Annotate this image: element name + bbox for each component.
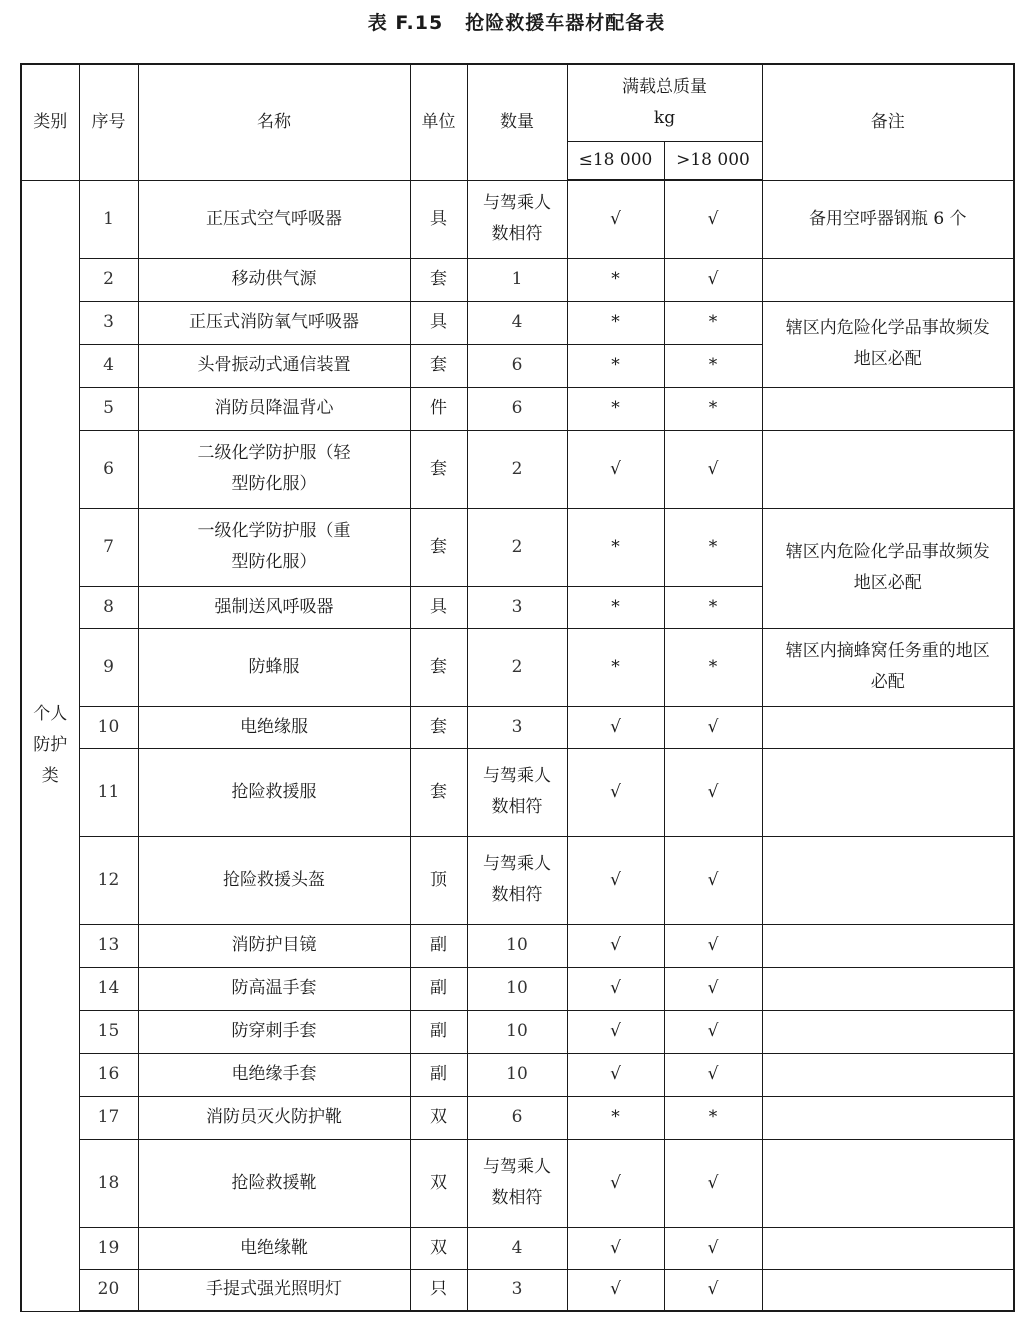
row-note <box>762 967 1014 1010</box>
row-note <box>762 1010 1014 1053</box>
row-le: √ <box>567 1269 664 1311</box>
row-le: * <box>567 344 664 387</box>
row-note <box>762 748 1014 836</box>
row-qty: 10 <box>467 967 567 1010</box>
row-name: 正压式消防氧气呼吸器 <box>138 301 410 344</box>
row-name: 手提式强光照明灯 <box>138 1269 410 1311</box>
row-seq: 16 <box>79 1053 138 1096</box>
row-le: √ <box>567 430 664 508</box>
row-qty: 10 <box>467 1010 567 1053</box>
row-note <box>762 1053 1014 1096</box>
table-row <box>21 924 1014 967</box>
row-name: 移动供气源 <box>138 258 410 301</box>
row-name <box>138 508 410 586</box>
row-qty <box>467 836 567 924</box>
row-gt: √ <box>664 1227 762 1269</box>
row-unit: 副 <box>410 967 467 1010</box>
row-name: 正压式空气呼吸器 <box>138 180 410 258</box>
table-title <box>0 8 1033 35</box>
row-name: 电绝缘手套 <box>138 1053 410 1096</box>
row-qty: 10 <box>467 1053 567 1096</box>
header-load-le: ≤18 000 <box>567 141 664 180</box>
table-row <box>21 508 1014 586</box>
row-name: 电绝缘服 <box>138 706 410 748</box>
row-note <box>762 1227 1014 1269</box>
row-seq: 12 <box>79 836 138 924</box>
table-header <box>21 64 1014 180</box>
row-seq: 3 <box>79 301 138 344</box>
row-gt: √ <box>664 924 762 967</box>
row-gt: √ <box>664 1053 762 1096</box>
row-note-text: 辖区内摘蜂窝任务重的地区必配 <box>785 641 990 692</box>
row-note <box>762 387 1014 430</box>
row-note <box>762 836 1014 924</box>
header-qty: 数量 <box>467 64 567 180</box>
row-qty <box>467 748 567 836</box>
row-note <box>762 628 1014 706</box>
row-name: 抢险救援服 <box>138 748 410 836</box>
row-seq: 19 <box>79 1227 138 1269</box>
row-le: * <box>567 586 664 628</box>
row-gt: √ <box>664 967 762 1010</box>
row-seq: 18 <box>79 1139 138 1227</box>
row-gt: * <box>664 628 762 706</box>
equipment-table <box>20 63 1015 1312</box>
row-unit: 具 <box>410 586 467 628</box>
row-seq: 5 <box>79 387 138 430</box>
row-le: √ <box>567 180 664 258</box>
row-seq: 15 <box>79 1010 138 1053</box>
row-seq: 4 <box>79 344 138 387</box>
row-qty: 2 <box>467 628 567 706</box>
row-note <box>762 258 1014 301</box>
table-row <box>21 258 1014 301</box>
row-le: * <box>567 258 664 301</box>
row-qty <box>467 1139 567 1227</box>
row-name: 防穿刺手套 <box>138 1010 410 1053</box>
row-name: 强制送风呼吸器 <box>138 586 410 628</box>
table-row <box>21 1096 1014 1139</box>
row-qty: 10 <box>467 924 567 967</box>
row-unit: 顶 <box>410 836 467 924</box>
row-note <box>762 706 1014 748</box>
row-note <box>762 1139 1014 1227</box>
row-gt: √ <box>664 258 762 301</box>
row-le: * <box>567 628 664 706</box>
row-note <box>762 1269 1014 1311</box>
row-note <box>762 924 1014 967</box>
row-gt: * <box>664 301 762 344</box>
row-unit: 套 <box>410 344 467 387</box>
row-gt: * <box>664 387 762 430</box>
row-note <box>762 1096 1014 1139</box>
row-qty-text: 与驾乘人数相符 <box>483 766 551 817</box>
row-unit: 件 <box>410 387 467 430</box>
row-note <box>762 301 1014 387</box>
row-name-text: 二级化学防护服（轻型防化服） <box>197 443 351 494</box>
row-unit: 套 <box>410 508 467 586</box>
row-name: 消防护目镜 <box>138 924 410 967</box>
row-unit: 具 <box>410 180 467 258</box>
header-note: 备注 <box>762 64 1014 180</box>
row-le: * <box>567 508 664 586</box>
row-seq: 7 <box>79 508 138 586</box>
row-note: 备用空呼器钢瓶 6 个 <box>762 180 1014 258</box>
row-unit: 套 <box>410 430 467 508</box>
row-gt: √ <box>664 1269 762 1311</box>
table-row <box>21 180 1014 258</box>
row-note-text: 辖区内危险化学品事故频发地区必配 <box>785 318 990 369</box>
row-seq: 2 <box>79 258 138 301</box>
row-qty: 3 <box>467 586 567 628</box>
row-le: √ <box>567 706 664 748</box>
row-le: √ <box>567 1053 664 1096</box>
row-note <box>762 430 1014 508</box>
table-row <box>21 1227 1014 1269</box>
header-load-gt: >18 000 <box>664 141 762 180</box>
row-unit: 具 <box>410 301 467 344</box>
row-qty: 2 <box>467 508 567 586</box>
row-seq: 14 <box>79 967 138 1010</box>
row-gt: √ <box>664 1010 762 1053</box>
row-gt: √ <box>664 1139 762 1227</box>
header-category: 类别 <box>21 64 79 180</box>
row-name: 电绝缘靴 <box>138 1227 410 1269</box>
row-unit: 套 <box>410 748 467 836</box>
row-qty: 4 <box>467 1227 567 1269</box>
category-label: 个人防护类 <box>33 704 68 786</box>
header-name: 名称 <box>138 64 410 180</box>
table-row <box>21 1269 1014 1311</box>
row-name <box>138 430 410 508</box>
row-gt: * <box>664 508 762 586</box>
category-cell <box>21 180 79 1311</box>
row-qty-text: 与驾乘人数相符 <box>483 193 551 244</box>
row-note-text: 辖区内危险化学品事故频发地区必配 <box>785 542 990 593</box>
table-row <box>21 1139 1014 1227</box>
row-name: 消防员灭火防护靴 <box>138 1096 410 1139</box>
row-name-text: 一级化学防护服（重型防化服） <box>197 521 351 572</box>
row-unit: 套 <box>410 628 467 706</box>
row-unit: 副 <box>410 1010 467 1053</box>
row-qty: 6 <box>467 387 567 430</box>
row-seq: 6 <box>79 430 138 508</box>
row-qty: 6 <box>467 1096 567 1139</box>
row-qty-text: 与驾乘人数相符 <box>483 1157 551 1208</box>
row-le: * <box>567 301 664 344</box>
table-row <box>21 301 1014 344</box>
row-name: 防蜂服 <box>138 628 410 706</box>
row-seq: 17 <box>79 1096 138 1139</box>
row-le: * <box>567 387 664 430</box>
row-le: √ <box>567 967 664 1010</box>
header-load-unit: kg <box>653 107 676 128</box>
table-code: 表 F.15 <box>367 12 444 34</box>
table-row <box>21 836 1014 924</box>
row-unit: 套 <box>410 258 467 301</box>
row-qty: 1 <box>467 258 567 301</box>
row-gt: √ <box>664 706 762 748</box>
row-le: √ <box>567 748 664 836</box>
row-seq: 10 <box>79 706 138 748</box>
row-le: * <box>567 1096 664 1139</box>
row-name: 消防员降温背心 <box>138 387 410 430</box>
row-seq: 20 <box>79 1269 138 1311</box>
row-name: 抢险救援靴 <box>138 1139 410 1227</box>
row-unit: 双 <box>410 1227 467 1269</box>
row-gt: * <box>664 1096 762 1139</box>
row-qty: 6 <box>467 344 567 387</box>
row-qty: 3 <box>467 1269 567 1311</box>
header-load-total: 满载总质量 <box>622 76 707 97</box>
row-le: √ <box>567 1139 664 1227</box>
row-name: 头骨振动式通信装置 <box>138 344 410 387</box>
row-gt: √ <box>664 430 762 508</box>
table-row <box>21 628 1014 706</box>
row-name: 抢险救援头盔 <box>138 836 410 924</box>
header-unit: 单位 <box>410 64 467 180</box>
table-row <box>21 748 1014 836</box>
row-seq: 9 <box>79 628 138 706</box>
row-seq: 8 <box>79 586 138 628</box>
header-seq: 序号 <box>79 64 138 180</box>
row-unit: 套 <box>410 706 467 748</box>
row-unit: 只 <box>410 1269 467 1311</box>
row-gt: * <box>664 344 762 387</box>
row-note <box>762 508 1014 628</box>
row-le: √ <box>567 1227 664 1269</box>
row-unit: 双 <box>410 1139 467 1227</box>
row-qty: 4 <box>467 301 567 344</box>
row-seq: 13 <box>79 924 138 967</box>
table-row <box>21 706 1014 748</box>
table-title-text: 抢险救援车器材配备表 <box>465 12 666 34</box>
row-gt: √ <box>664 836 762 924</box>
table-row <box>21 1010 1014 1053</box>
table-row <box>21 1053 1014 1096</box>
row-qty: 2 <box>467 430 567 508</box>
header-load <box>567 64 762 141</box>
row-gt: √ <box>664 748 762 836</box>
table-row <box>21 387 1014 430</box>
row-qty <box>467 180 567 258</box>
row-gt: √ <box>664 180 762 258</box>
row-qty-text: 与驾乘人数相符 <box>483 854 551 905</box>
row-name: 防高温手套 <box>138 967 410 1010</box>
row-le: √ <box>567 836 664 924</box>
row-seq: 1 <box>79 180 138 258</box>
row-le: √ <box>567 1010 664 1053</box>
row-unit: 副 <box>410 1053 467 1096</box>
row-gt: * <box>664 586 762 628</box>
row-qty: 3 <box>467 706 567 748</box>
row-unit: 双 <box>410 1096 467 1139</box>
row-seq: 11 <box>79 748 138 836</box>
table-row <box>21 430 1014 508</box>
row-le: √ <box>567 924 664 967</box>
row-unit: 副 <box>410 924 467 967</box>
table-body <box>21 180 1014 1311</box>
table-row <box>21 967 1014 1010</box>
